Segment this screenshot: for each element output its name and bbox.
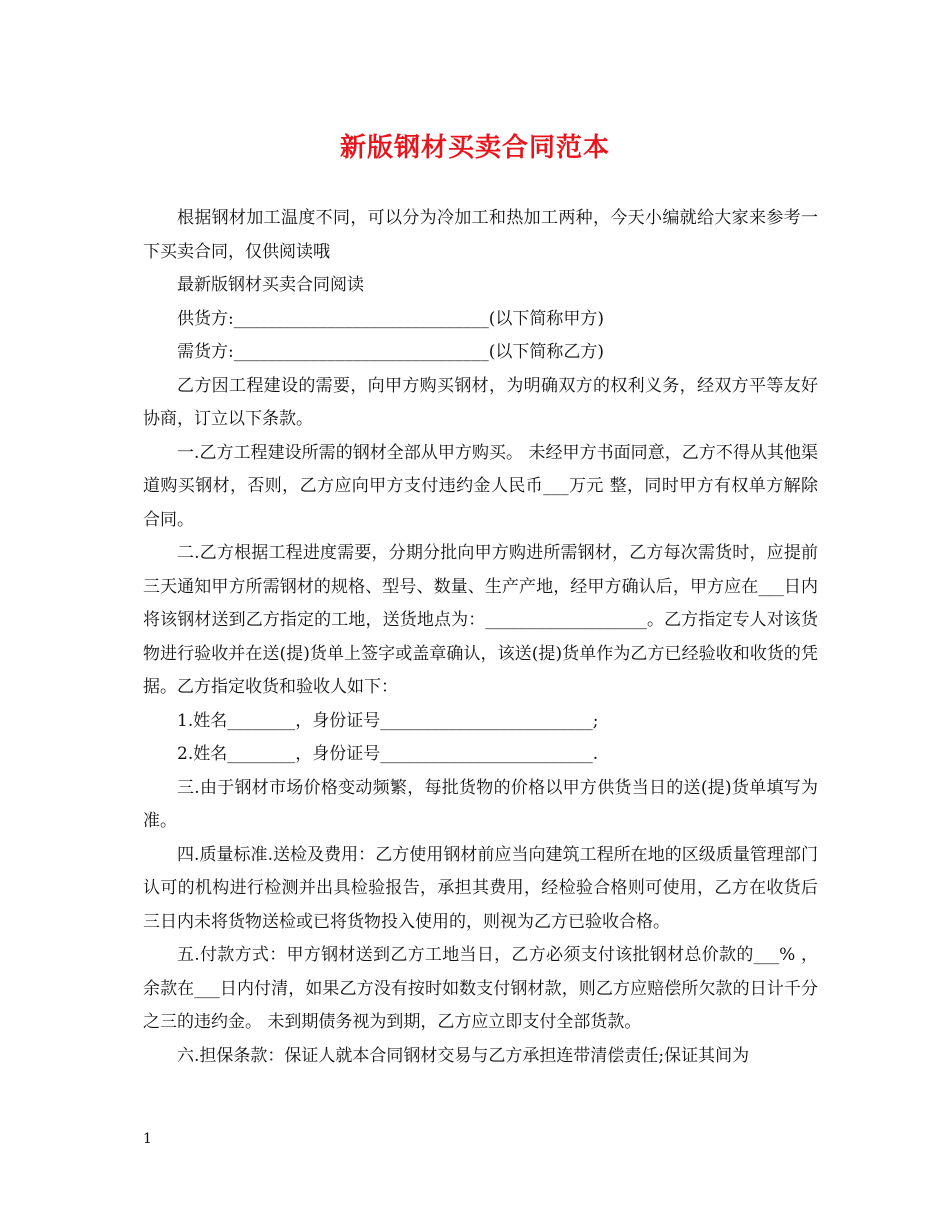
contract-heading: 最新版钢材买卖合同阅读: [177, 275, 364, 295]
clause-6: 六.担保条款：保证人就本合同钢材交易与乙方承担连带清偿责任;保证其间为: [177, 1045, 750, 1066]
preamble-paragraph: 乙方因工程建设的需要，向甲方购买钢材，为明确双方的权利义务，经双方平等友好协商，订立以下条款。: [143, 375, 818, 429]
clause-4: 四.质量标准.送检及费用：乙方使用钢材前应当向建筑工程所在地的区级质量管理部门认可的机构进行检测并出具检验报告，承担其费用，经检验合格则可使用，乙方在收货后三日内未将货物送检或已将货物投入使用的，则视为乙方已验收合格。: [143, 844, 818, 932]
clause-1: 一.乙方工程建设所需的钢材全部从甲方购买。 未经甲方书面同意，乙方不得从其他渠道购买钢材，否则，乙方应向甲方支付违约金人民币___万元 整，同时甲方有权单方解除合同。: [143, 442, 818, 530]
clause-5: 五.付款方式：甲方钢材送到乙方工地当日，乙方必须支付该批钢材总价款的___% ，余款在___日内付清，如果乙方没有按时如数支付钢材款，则乙方应赔偿所欠款的日计千分之三的违约金。 未到期债务视为到期，乙方应立即支付全部货款。: [143, 945, 818, 1032]
receiver-2-line: 2.姓名________，身份证号_________________________.: [177, 744, 599, 764]
buyer-line: 需货方:______________________________(以下简称乙方): [177, 342, 604, 362]
document-body: [143, 202, 818, 1073]
intro-paragraph: 根据钢材加工温度不同，可以分为冷加工和热加工两种，今天小编就给大家来参考一下买卖合同，仅供阅读哦: [143, 208, 818, 262]
clause-3: 三.由于钢材市场价格变动频繁，每批货物的价格以甲方供货当日的送(提)货单填写为准。: [143, 777, 818, 831]
supplier-line: 供货方:______________________________(以下简称甲方): [177, 308, 604, 329]
page-number: 1: [143, 1131, 152, 1147]
document-title: 新版钢材买卖合同范本: [339, 133, 610, 163]
receiver-1-line: 1.姓名________，身份证号_________________________;: [177, 710, 599, 731]
clause-2: 二.乙方根据工程进度需要，分期分批向甲方购进所需钢材，乙方每次需货时，应提前三天通知甲方所需钢材的规格、型号、数量、生产产地，经甲方确认后，甲方应在___日内将该钢材送到乙方指定的工地，送货地点为：___________________。乙方指定专人对该货物进行验收并在送(提)货单上签字或盖章确认，该送(提)货单作为乙方已经验收和收货的凭据。乙方指定收货和验收人如下：: [143, 543, 818, 697]
